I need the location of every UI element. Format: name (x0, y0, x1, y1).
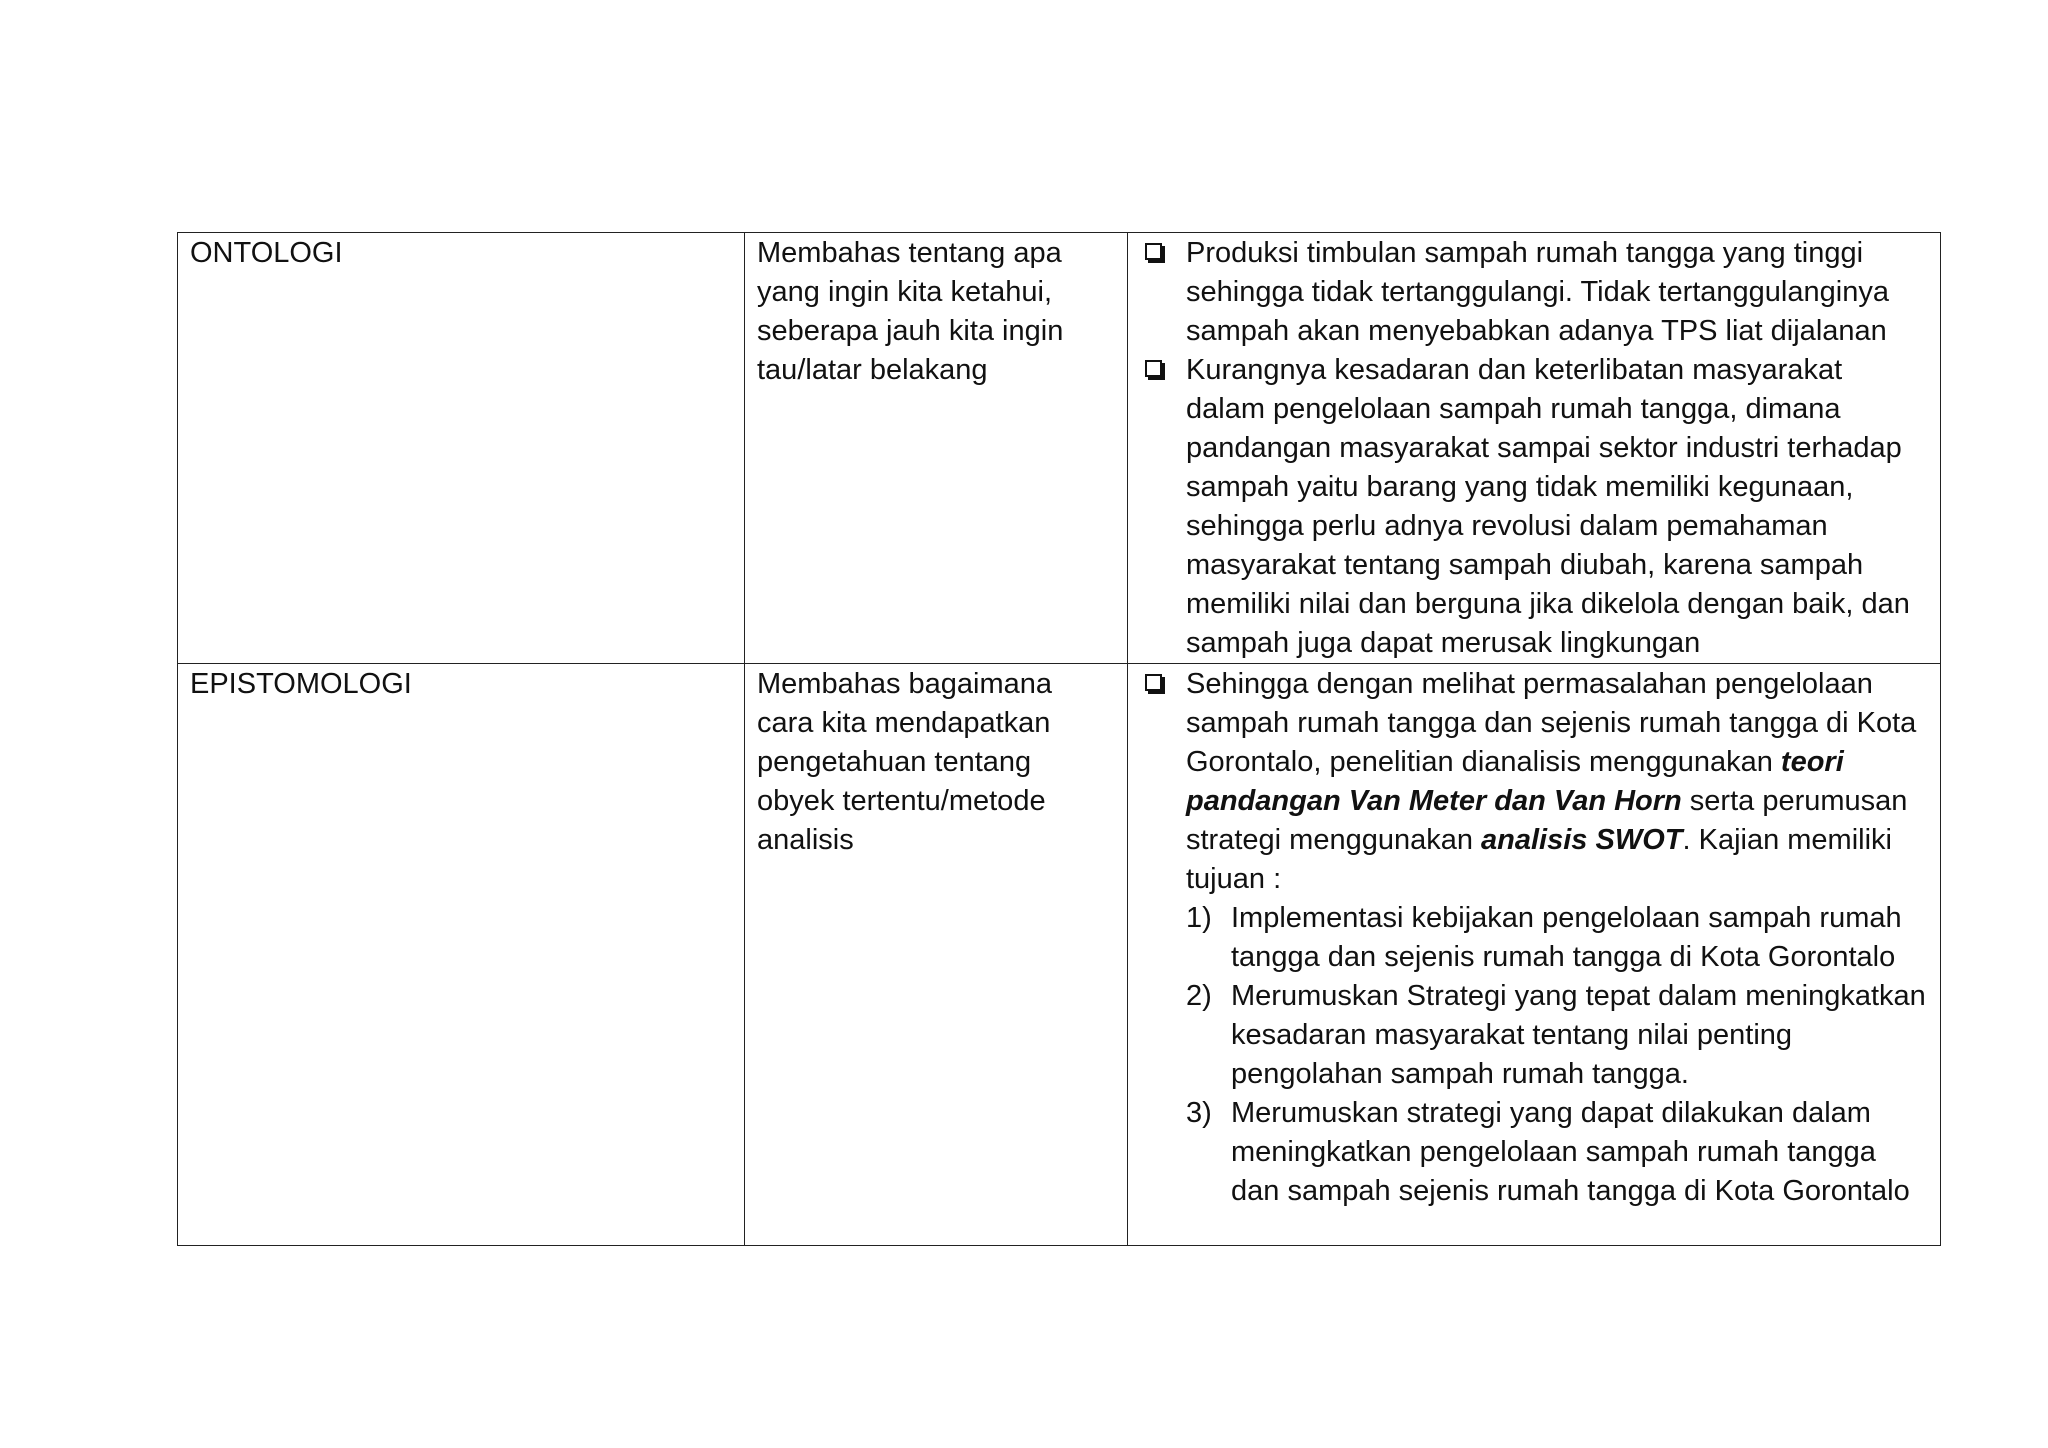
goal-text: Merumuskan Strategi yang tepat dalam meningkatkan kesadaran masyarakat tentang nilai penting pengolahan sampah rumah tangga. (1231, 980, 1926, 1090)
points-cell (1128, 233, 1941, 664)
bullet-text-part: . Kajian memiliki tujuan : (1186, 824, 1892, 895)
list-item (1142, 351, 1926, 663)
table-row-ontologi (178, 233, 1941, 664)
description-text: Membahas bagaimana cara kita mendapatkan pengetahuan tentang obyek tertentu/metode analisis (757, 668, 1053, 856)
goals-list (1186, 899, 1926, 1211)
goal-item (1186, 899, 1926, 977)
goal-number: 2) (1186, 980, 1212, 1012)
category-cell (178, 664, 745, 1246)
table-row-epistomologi (178, 664, 1941, 1246)
description-text: Membahas tentang apa yang ingin kita ketahui, seberapa jauh kita ingin tau/latar belakang (757, 237, 1064, 386)
list-item (1142, 234, 1926, 351)
bullet-list (1142, 234, 1926, 663)
description-cell (745, 664, 1128, 1246)
category-label: ONTOLOGI (190, 237, 343, 269)
emphasis-theory: teori pandangan Van Meter dan Van Horn (1186, 746, 1844, 817)
goal-number: 1) (1186, 902, 1212, 934)
bullet-list (1142, 665, 1926, 1211)
description-cell (745, 233, 1128, 664)
goal-text: Merumuskan strategi yang dapat dilakukan dalam meningkatkan pengelolaan sampah rumah tangga dan sampah sejenis rumah tangga di Kota Gorontalo (1231, 1097, 1910, 1207)
goal-number: 3) (1186, 1097, 1212, 1129)
bullet-text: Produksi timbulan sampah rumah tangga yang tinggi sehingga tidak tertanggulangi. Tidak tertanggulanginya sampah akan menyebabkan adanya TPS liat dijalanan (1186, 237, 1889, 347)
bullet-text-part: Sehingga dengan melihat permasalahan pengelolaan sampah rumah tangga dan sejenis rumah tangga di Kota Gorontalo, penelitian dianalisis menggunakan (1186, 668, 1917, 778)
goal-item (1186, 977, 1926, 1094)
category-label: EPISTOMOLOGI (190, 668, 412, 700)
bullet-paragraph (1186, 668, 1916, 895)
bullet-text: Kurangnya kesadaran dan keterlibatan masyarakat dalam pengelolaan sampah rumah tangga, dimana pandangan masyarakat sampai sektor industri terhadap sampah yaitu barang yang tidak memiliki kegunaan, sehingga perlu adnya revolusi dalam pemahaman masyarakat tentang sampah diubah, karena sampah memiliki nilai dan berguna jika dikelola dengan baik, dan sampah juga dapat merusak lingkungan (1186, 354, 1910, 659)
points-cell (1128, 664, 1941, 1246)
emphasis-swot: analisis SWOT (1481, 824, 1683, 856)
square-checkbox-bullet-icon (1145, 674, 1162, 691)
goal-item (1186, 1094, 1926, 1211)
square-checkbox-bullet-icon (1145, 243, 1162, 260)
category-cell (178, 233, 745, 664)
bullet-text-part: serta perumusan strategi menggunakan (1186, 785, 1908, 856)
square-checkbox-bullet-icon (1145, 360, 1162, 377)
goal-text: Implementasi kebijakan pengelolaan sampah rumah tangga dan sejenis rumah tangga di Kota Gorontalo (1231, 902, 1902, 973)
philosophy-table (177, 232, 1941, 1246)
list-item (1142, 665, 1926, 1211)
